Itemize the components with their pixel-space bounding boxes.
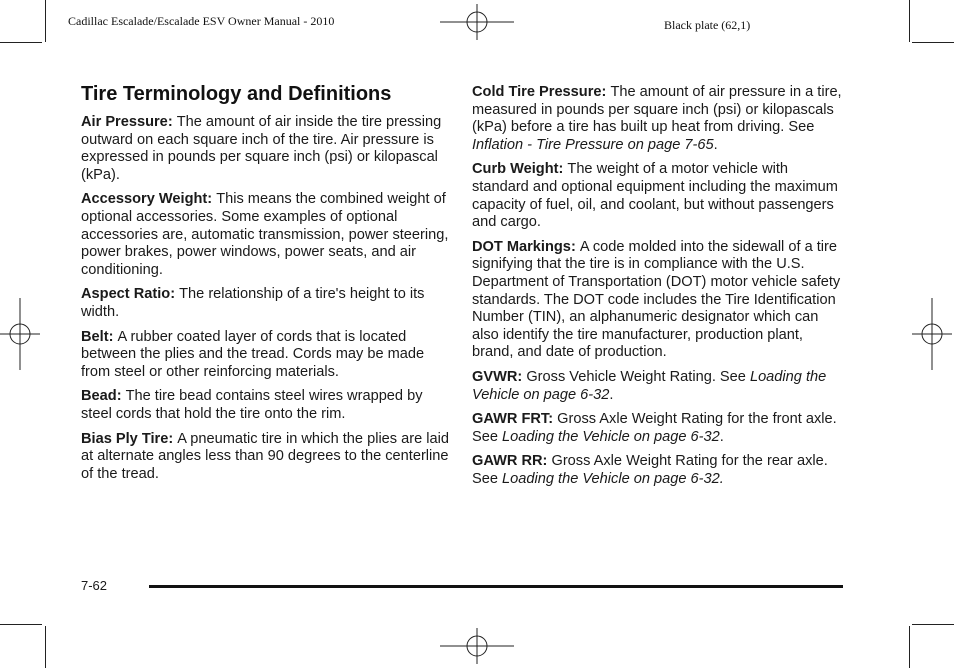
term: DOT Markings (472, 238, 571, 255)
definition-tail: . (609, 386, 614, 403)
term-sep: : (207, 191, 217, 208)
crop-mark (912, 624, 954, 625)
registration-mark-icon (912, 298, 952, 370)
registration-mark-icon (440, 4, 514, 40)
term-sep: : (116, 388, 126, 405)
term: Cold Tire Pressure (472, 84, 602, 100)
term-sep: : (170, 286, 180, 303)
definition-tail: . (713, 136, 718, 153)
definition: A code molded into the sidewall of a tire signifying that the tire is in compliance with the U.S. Department of Transportation (DOT) motor vehicle safety standards. The DOT code includes the Tire Identification Number (TIN), an alphanumeric designator which can also identify the tire manufacturer, production plant, brand, and date of production. (472, 238, 841, 361)
definition: Gross Axle Weight Rating for the rear axle. See (472, 453, 828, 487)
definition: The relationship of a tire's height to its width. (81, 286, 425, 320)
column-left (81, 114, 451, 490)
crop-mark (45, 0, 46, 42)
crop-mark (909, 626, 910, 668)
term: Aspect Ratio (81, 286, 171, 303)
header-right: Black plate (62,1) (664, 18, 751, 32)
registration-mark-icon (440, 628, 514, 664)
definition: A pneumatic tire in which the plies are laid at alternate angles less than 90 degrees to the centerline of the tread. (81, 430, 450, 482)
term-sep: : (542, 453, 552, 470)
term: GVWR (472, 368, 518, 385)
definition: The weight of a motor vehicle with standard and optional equipment including the maximum capacity of fuel, oil, and coolant, but without passengers and cargo. (472, 161, 838, 231)
column-right (472, 84, 844, 495)
definition-entry (81, 329, 451, 382)
term-sep: : (108, 328, 118, 345)
definition: Gross Axle Weight Rating for the front axle. See (472, 411, 837, 445)
definition-entry (472, 411, 844, 446)
term: GAWR FRT (472, 411, 549, 428)
header-left: Cadillac Escalade/Escalade ESV Owner Manual - 2010 (68, 14, 335, 28)
term-sep: : (570, 238, 580, 255)
definition: Gross Vehicle Weight Rating. See (526, 368, 750, 385)
definition-entry (472, 239, 844, 362)
definition-entry (81, 388, 451, 423)
term: Bead (81, 388, 117, 405)
term-sep: : (517, 368, 527, 385)
crop-mark (909, 0, 910, 42)
page-number: 7-62 (81, 578, 108, 593)
term: Belt (81, 328, 109, 345)
page-title: Tire Terminology and Definitions (81, 83, 392, 105)
definition-entry (472, 369, 844, 404)
definition-entry (472, 84, 844, 154)
footer-rule (149, 585, 843, 588)
term: Accessory Weight (81, 191, 208, 208)
definition: The amount of air pressure in a tire, measured in pounds per square inch (psi) or kilopascals (kPa) before a tire has built up heat from driving. See (472, 84, 842, 136)
crop-mark (0, 624, 42, 625)
page-reference[interactable]: Loading the Vehicle on page 6-32 (502, 428, 720, 445)
term: Curb Weight (472, 161, 559, 178)
page-reference[interactable]: Loading the Vehicle on page 6-32 (472, 368, 827, 403)
crop-mark (912, 42, 954, 43)
definition: The amount of air inside the tire pressing outward on each square inch of the tire. Air pressure is expressed in pounds per square inch (psi) or kilopascal (kPa). (81, 114, 442, 183)
crop-mark (0, 42, 42, 43)
term: GAWR RR (472, 453, 543, 470)
definition-entry (472, 161, 844, 231)
registration-mark-icon (0, 298, 40, 370)
definition-entry (81, 191, 451, 279)
page-reference[interactable]: Loading the Vehicle on page 6-32. (502, 470, 724, 487)
definition-entry (81, 114, 451, 184)
definition-tail: . (719, 428, 724, 445)
term-sep: : (601, 84, 611, 100)
definition-entry (81, 431, 451, 484)
page-reference[interactable]: Inflation - Tire Pressure on page 7-65 (472, 136, 714, 153)
term-sep: : (548, 411, 558, 428)
term-sep: : (167, 114, 177, 130)
definition-entry (472, 453, 844, 488)
term: Bias Ply Tire (81, 430, 169, 447)
term-sep: : (558, 161, 568, 178)
definition: A rubber coated layer of cords that is located between the plies and the tread. Cords may be made from steel or other reinforcing materials. (81, 328, 425, 380)
definition: This means the combined weight of optional accessories. Some examples of optional accessories are, automatic transmission, power steering, power brakes, power windows, power seats, and air conditioning. (81, 191, 449, 278)
term-sep: : (168, 430, 178, 447)
definition: The tire bead contains steel wires wrapped by steel cords that hold the tire onto the rim. (81, 388, 423, 422)
term: Air Pressure (81, 114, 168, 130)
crop-mark (45, 626, 46, 668)
definition-entry (81, 286, 451, 321)
